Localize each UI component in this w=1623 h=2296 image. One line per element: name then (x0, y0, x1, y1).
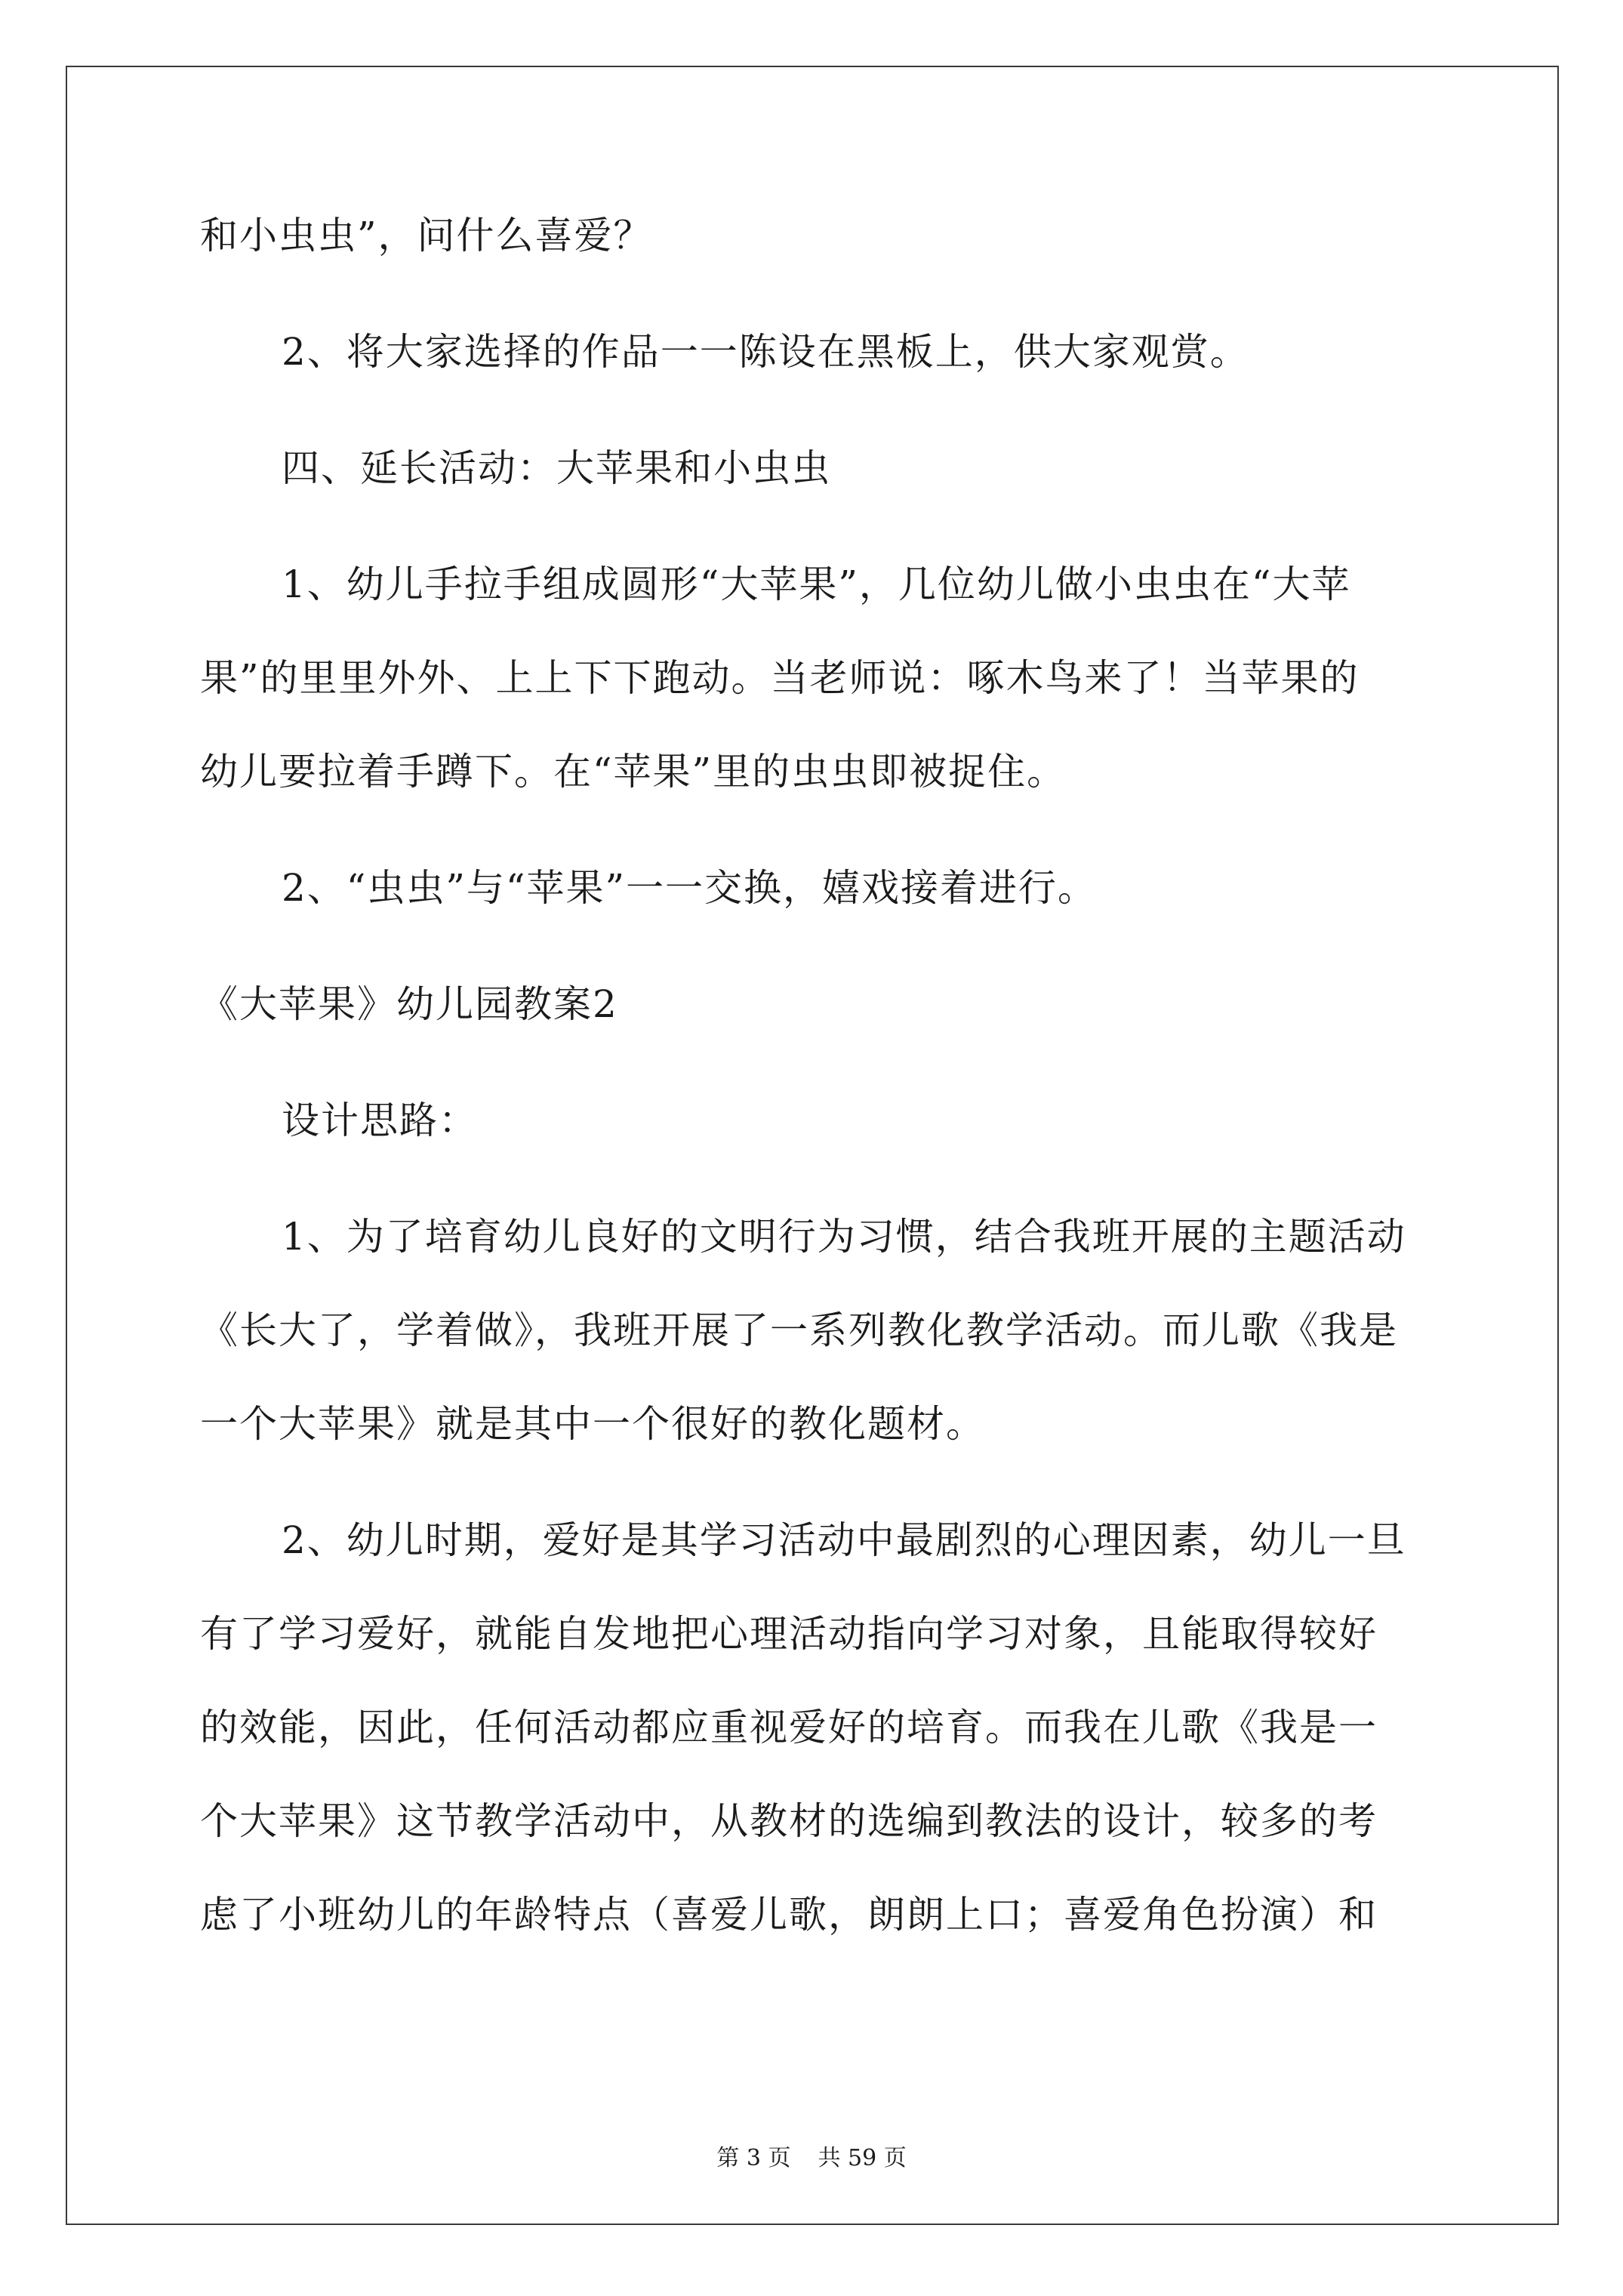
paragraph-line: 2、“虫虫”与“苹果”一一交换，嬉戏接着进行。 (282, 866, 1098, 910)
page-total: 共 59 页 (818, 2145, 907, 2171)
paragraph-line: 2、幼儿时期，爱好是其学习活动中最剧烈的心理因素，幼儿一旦 (282, 1518, 1406, 1562)
paragraph-line: 果”的里里外外、上上下下跑动。当老师说：啄木鸟来了！当苹果的 (200, 656, 1360, 700)
section-heading: 四、延长活动：大苹果和小虫虫 (282, 446, 831, 490)
paragraph-line: 一个大苹果》就是其中一个很好的教化题材。 (200, 1402, 985, 1446)
paragraph-line: 2、将大家选择的作品一一陈设在黑板上，供大家观赏。 (282, 330, 1249, 374)
paragraph-line: 的效能，因此，任何活动都应重视爱好的培育。而我在儿歌《我是一 (200, 1706, 1378, 1749)
page-footer (0, 2145, 1623, 2172)
page-number: 第 3 页 (716, 2145, 791, 2171)
document-body (200, 215, 1431, 1988)
paragraph-line: 《长大了，学着做》，我班开展了一系列教化教学活动。而儿歌《我是 (200, 1308, 1398, 1352)
document-title: 《大苹果》幼儿园教案2 (200, 982, 618, 1026)
paragraph-line: 有了学习爱好，就能自发地把心理活动指向学习对象，且能取得较好 (200, 1612, 1378, 1656)
paragraph-line: 1、幼儿手拉手组成圆形“大苹果”，几位幼儿做小虫虫在“大苹 (282, 562, 1351, 606)
paragraph-line: 1、为了培育幼儿良好的文明行为习惯，结合我班开展的主题活动 (282, 1215, 1406, 1259)
paragraph-line: 虑了小班幼儿的年龄特点（喜爱儿歌，朗朗上口；喜爱角色扮演）和 (200, 1893, 1378, 1937)
paragraph-line: 个大苹果》这节教学活动中，从教材的选编到教法的设计，较多的考 (200, 1799, 1378, 1843)
paragraph-line: 和小虫虫”，问什么喜爱？ (200, 214, 653, 257)
paragraph-line: 幼儿要拉着手蹲下。在“苹果”里的虫虫即被捉住。 (200, 750, 1067, 794)
section-heading: 设计思路： (282, 1099, 478, 1142)
